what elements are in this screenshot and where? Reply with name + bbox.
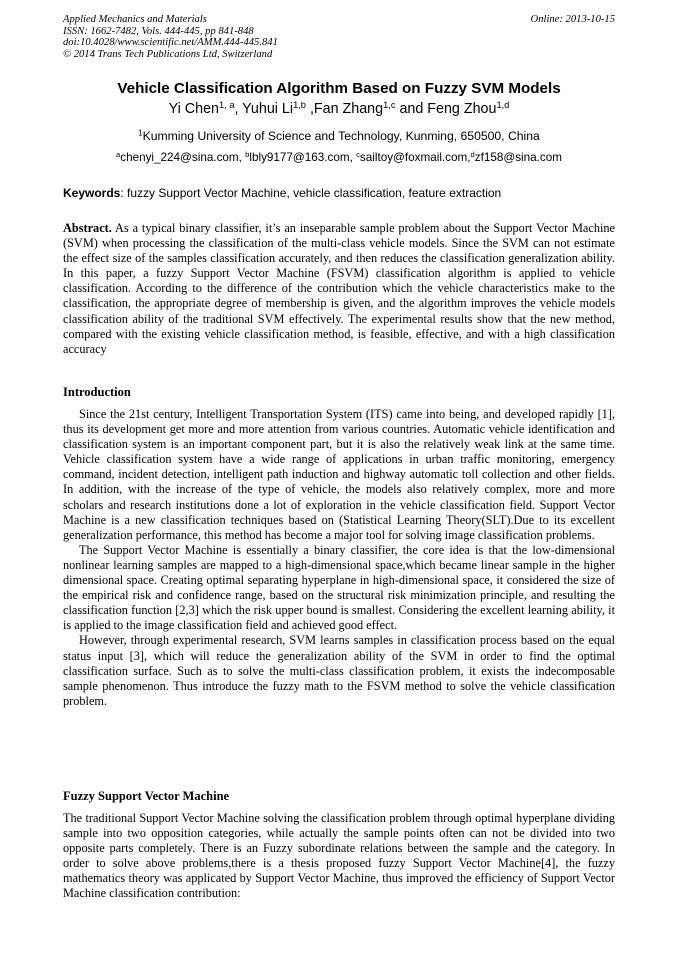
email-superscript: c bbox=[356, 149, 360, 159]
paragraph: The Support Vector Machine is essentially a binary classifier, the core idea is that the low-dimensional nonlinear learning samples are mapped to a high-dimensional space,which became linear sample in the higher dimensional space. Creating optimal separating hyperplane in high-dimensional space, it considered the size of the empirical risk and confidence range, based on the structural risk minimization principle, and resulting the classification function [2,3] which the risk upper bound is smallest. Considering the excellent learning ability, it is applied to the image classification field and achieved good effect. bbox=[63, 542, 615, 633]
keywords-text: : fuzzy Support Vector Machine, vehicle classification, feature extraction bbox=[120, 186, 502, 200]
author-name: Fan Zhang bbox=[313, 101, 384, 117]
introduction-body bbox=[63, 407, 615, 709]
keywords-label: Keywords bbox=[63, 186, 121, 200]
fsvm-heading: Fuzzy Support Vector Machine bbox=[63, 789, 230, 803]
paragraph: Since the 21st century, Intelligent Transportation System (ITS) came into being, and developed rapidly [1], thus its development get more and more attention from various countries. Automatic vehicle identification and classification system is an important component part, but it is also the relatively weak link at the same time. Vehicle classification system have a wide range of applications in urban traffic monitoring, emergency command, incident detection, intelligent path induction and highway automatic toll collection and other fields. In addition, with the increase of the type of vehicle, the models also relatively complex, more and more scholars and research institutions done a lot of exploration in the vehicle classification field. Support Vector Machine is a new classification techniques based on (Statistical Learning Theory(SLT).Due to its excellent generalization performance, this method has become a major tool for solving image classification problems. bbox=[63, 407, 615, 542]
issn-line: ISSN: 1662-7482, Vols. 444-445, pp 841-848 bbox=[63, 25, 254, 37]
author-superscript: 1,d bbox=[496, 99, 510, 110]
introduction-heading: Introduction bbox=[63, 385, 131, 399]
author-superscript: 1,b bbox=[293, 99, 306, 110]
author-name: Feng Zhou bbox=[427, 101, 497, 117]
email-address[interactable]: lbly9177@163.com, bbox=[249, 151, 357, 164]
fsvm-body bbox=[63, 811, 615, 902]
email-address[interactable]: sailtoy@foxmail.com, bbox=[359, 151, 471, 164]
online-date: Online: 2013-10-15 bbox=[530, 14, 615, 25]
email-address[interactable]: zf158@sina.com bbox=[474, 151, 562, 164]
author-name: Yuhui Li bbox=[242, 101, 294, 117]
email-superscript: a bbox=[116, 149, 121, 159]
email-superscript: b bbox=[245, 149, 250, 159]
abstract-text: As a typical binary classifier, it’s an inseparable sample problem about the Support Vector Machine (SVM) when processing the classification of the multi-class vehicle models. Since the SVM can not estimate the effect size of the samples classification accurately, and then reduces the classification generalization ability. In this paper, a fuzzy Support Vector Machine (FSVM) classification algorithm is applied to vehicle classification. According to the difference of the contribution which the vehicle characteristics make to the classification, the appropriate degree of membership is given, and the algorithm improves the vehicle models classification ability of the traditional SVM effectively. The experimental results show that the new method, compared with the existing vehicle classification method, is feasible, effective, and with a high classification accuracy bbox=[63, 221, 615, 356]
paragraph: The traditional Support Vector Machine solving the classification problem through optimal hyperplane dividing sample into two opposition categories, while actually the sample points often can not be divided into two opposite parts completely. There is an Fuzzy subordinate relations between the sample and the category. In order to solve above problems,there is a thesis proposed fuzzy Support Vector Machine[4], the fuzzy mathematics theory was applicated by Support Vector Machine, thus improved the efficiency of Support Vector Machine classification contribution: bbox=[63, 811, 615, 901]
author-superscript: 1, a bbox=[219, 99, 235, 110]
paper-title: Vehicle Classification Algorithm Based on Fuzzy SVM Models bbox=[117, 80, 561, 97]
journal-header bbox=[63, 14, 615, 60]
author-line bbox=[40, 101, 638, 117]
paragraph: However, through experimental research, SVM learns samples in classification process based on the equal status input [3], which will reduce the generalization ability of the SVM in order to find the optimal classification surface. Such as to solve the multi-class classification problem, it exists the indecomposable sample phenomenon. Thus introduce the fuzzy math to the FSVM method to solve the vehicle classification problem. bbox=[63, 633, 615, 708]
email-line bbox=[40, 151, 638, 164]
author-separator: , bbox=[234, 101, 243, 117]
doi-line: doi:10.4028/www.scientific.net/AMM.444-445.841 bbox=[63, 37, 278, 49]
copyright-line: © 2014 Trans Tech Publications Ltd, Switzerland bbox=[63, 48, 273, 60]
keywords bbox=[63, 186, 615, 200]
affiliation-text: Kumming University of Science and Technology, Kunming, 650500, China bbox=[142, 129, 540, 143]
email-superscript: d bbox=[470, 149, 475, 159]
author-superscript: 1,c bbox=[383, 99, 396, 110]
email-address[interactable]: chenyi_224@sina.com, bbox=[120, 151, 246, 164]
author-name: Yi Chen bbox=[168, 101, 219, 117]
author-separator: , bbox=[305, 101, 314, 117]
abstract bbox=[63, 221, 615, 357]
affiliation bbox=[40, 129, 638, 143]
journal-name: Applied Mechanics and Materials bbox=[63, 14, 207, 25]
affiliation-superscript: 1 bbox=[138, 128, 143, 138]
author-separator: and bbox=[395, 101, 428, 117]
abstract-label: Abstract. bbox=[63, 221, 112, 235]
